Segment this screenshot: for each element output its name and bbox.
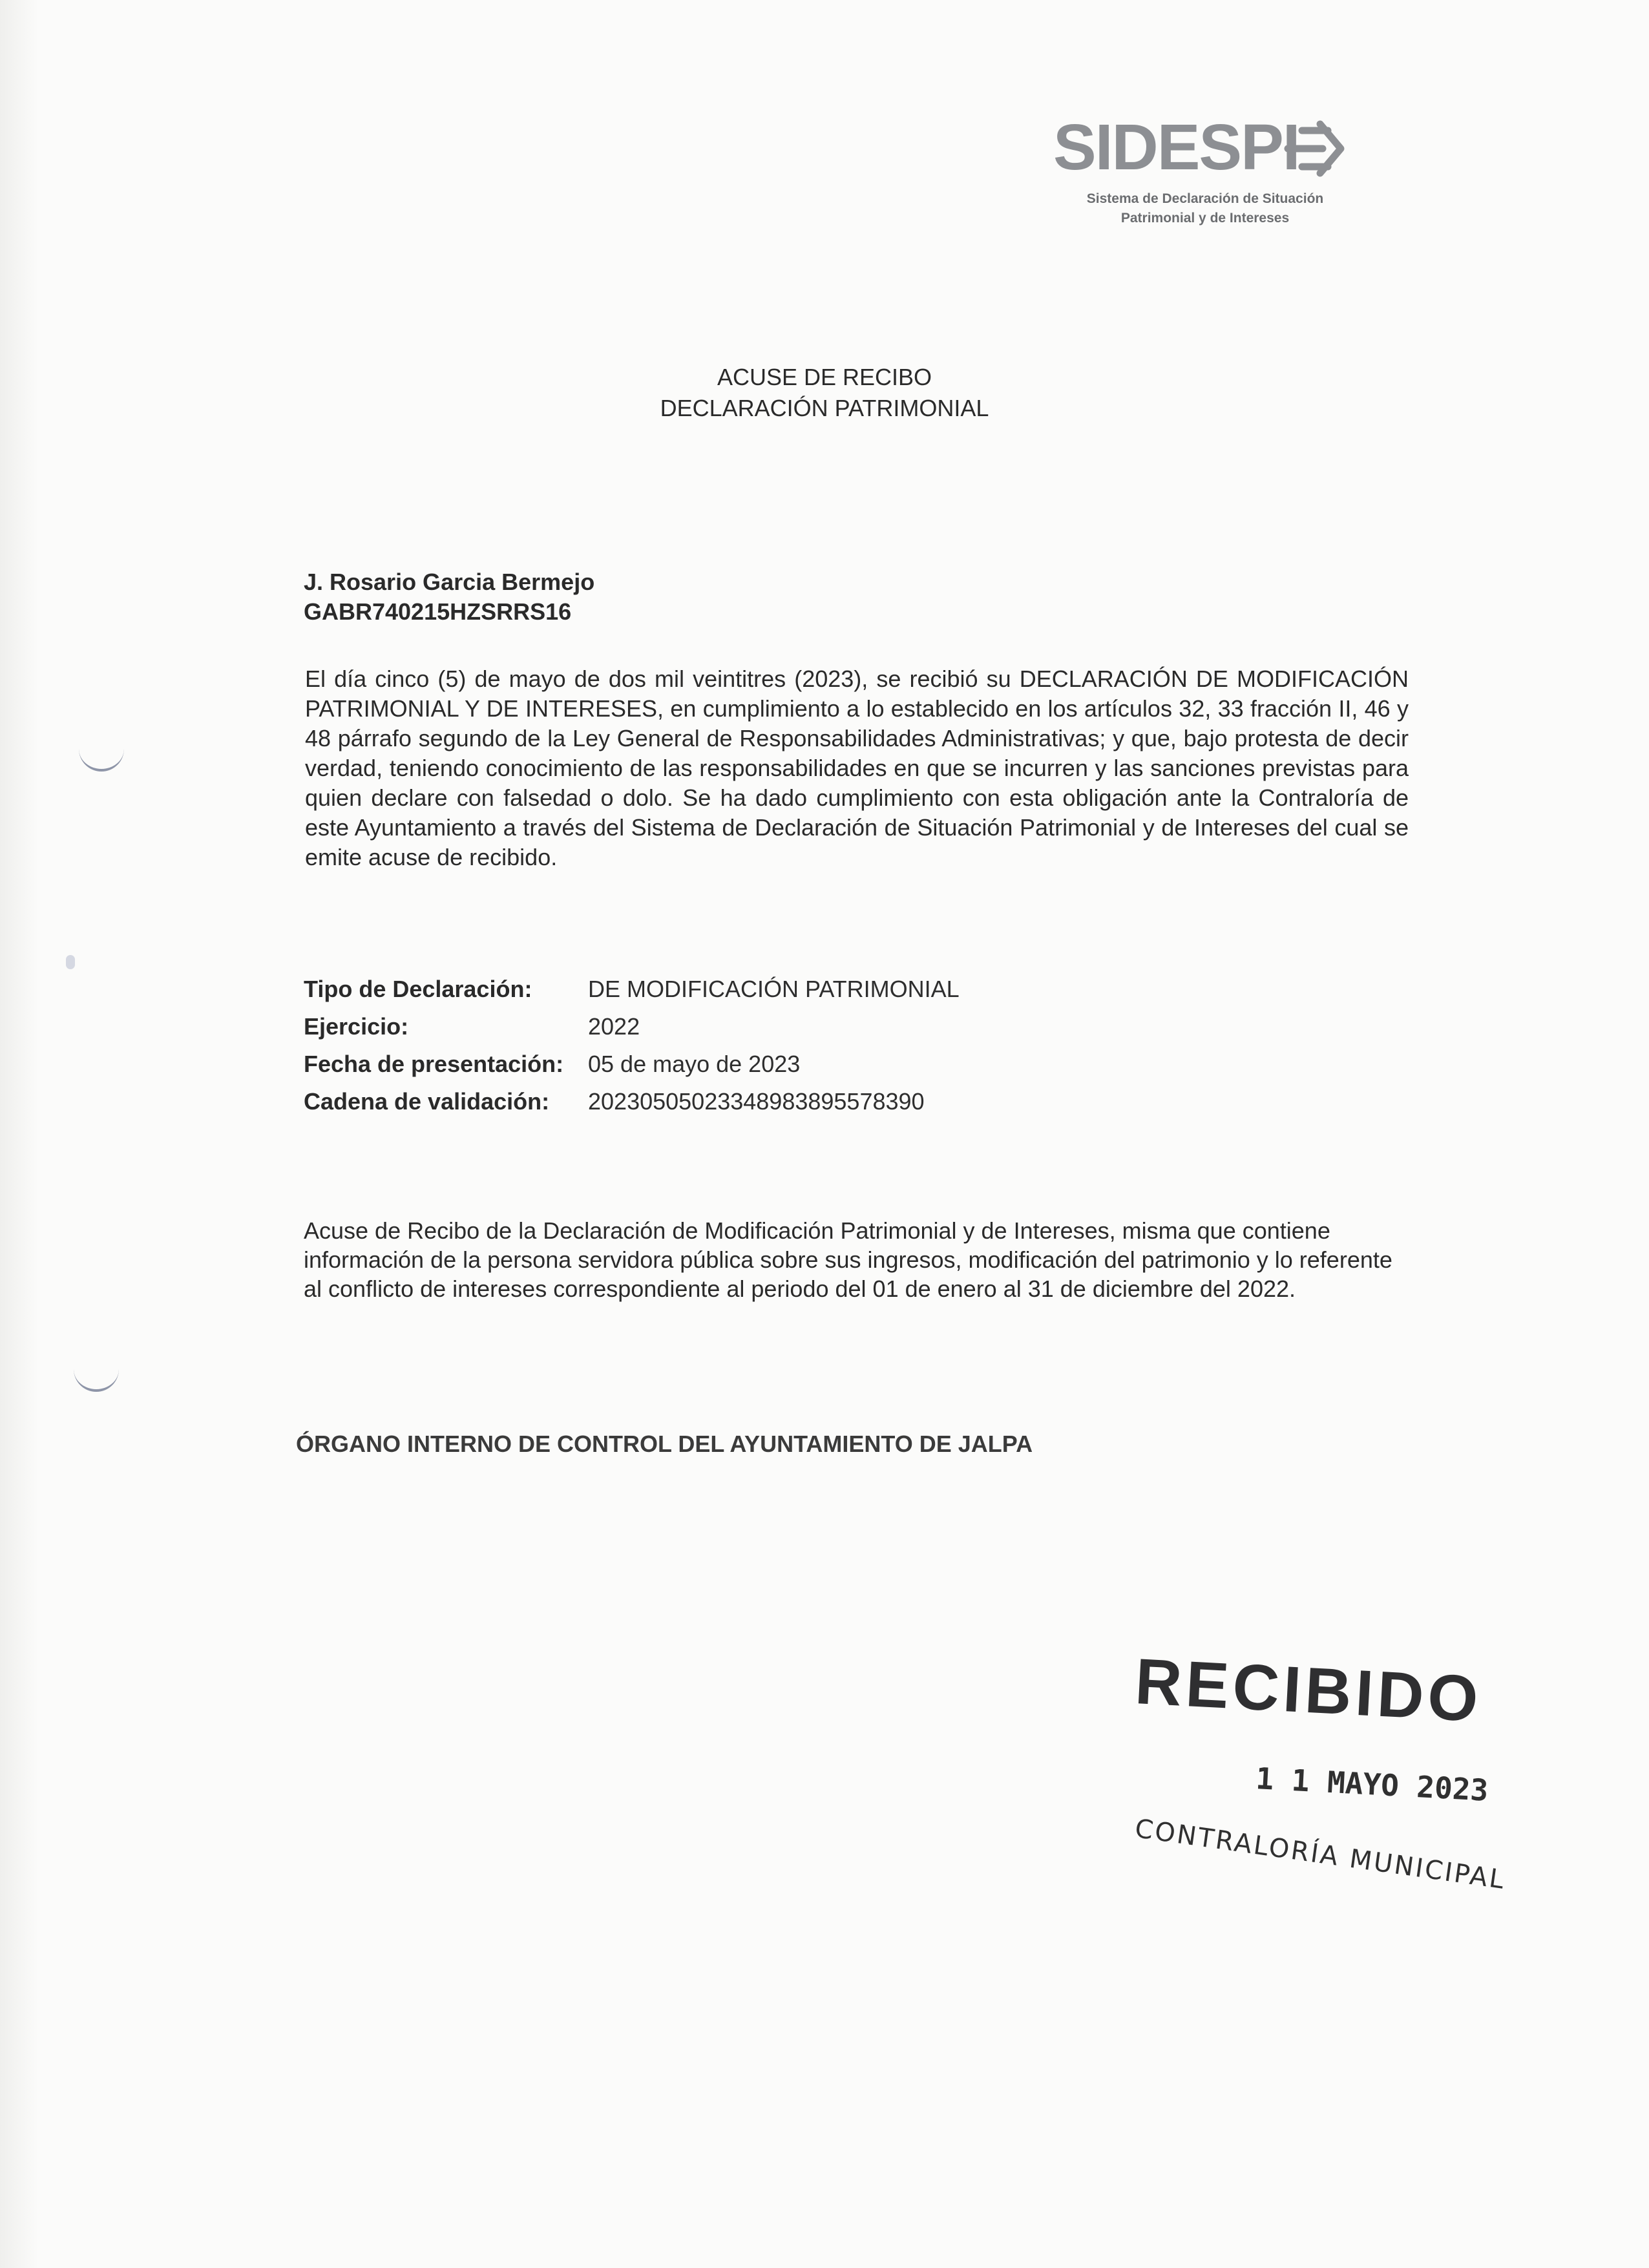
detail-value: DE MODIFICACIÓN PATRIMONIAL (588, 976, 960, 1002)
declarant-name: J. Rosario Garcia Bermejo (304, 569, 595, 595)
acknowledgement-paragraph: El día cinco (5) de mayo de dos mil veintitres (2023), se recibió su DECLARACIÓN DE MODIFICACIÓN PATRIMONIAL Y DE INTERESES, en cumplimiento a lo establecido en los artículos 32, 33 fracción II, 46 y 48 párrafo segundo de la Ley General de Responsabilidades Administrativas; y que, bajo protesta de decir verdad, teniendo conocimiento de las responsabilidades en que se incurren y las sanciones previstas para quien declare con falsedad o dolo. Se ha dado cumplimiento con esta obligación ante la Contraloría de este Ayuntamiento a través del Sistema de Declaración de Situación Patrimonial y de Intereses del cual se emite acuse de recibido. (305, 666, 1409, 870)
detail-row-exercise (304, 1008, 960, 1045)
heading-line2: DECLARACIÓN PATRIMONIAL (660, 395, 989, 421)
stamp-office: CONTRALORÍA MUNICIPAL (1133, 1814, 1508, 1896)
punch-hole-mark (74, 1363, 119, 1392)
detail-row-validation (304, 1083, 960, 1120)
detail-label: Ejercicio: (304, 1013, 409, 1040)
declaration-details (304, 971, 960, 1120)
declarant-block (304, 567, 594, 627)
received-stamp (1133, 1644, 1538, 1896)
detail-value: 20230505023348983895578390 (588, 1088, 925, 1115)
logo-subtitle-line2: Patrimonial y de Intereses (1120, 211, 1290, 226)
logo-subtitle-line1: Sistema de Declaración de Situación (1086, 191, 1324, 206)
detail-label: Fecha de presentación: (304, 1051, 564, 1077)
detail-row-date (304, 1045, 960, 1083)
scan-speck (66, 955, 75, 969)
logo-subtitle (1053, 189, 1357, 228)
declarant-id: GABR740215HZSRRS16 (304, 598, 572, 625)
heading-line1: ACUSE DE RECIBO (717, 364, 932, 390)
document-heading (0, 362, 1649, 424)
detail-label: Tipo de Declaración: (304, 976, 532, 1002)
logo-arrow-icon (1283, 116, 1347, 181)
logo-wordmark: SIDESPI (1053, 111, 1299, 184)
punch-hole-mark (79, 743, 124, 772)
stamp-title: RECIBIDO (1133, 1644, 1484, 1736)
scan-edge-shadow (0, 0, 39, 2268)
sidespi-logo (1053, 111, 1357, 238)
detail-value: 05 de mayo de 2023 (588, 1051, 801, 1077)
detail-label: Cadena de validación: (304, 1088, 550, 1115)
receipt-scope-paragraph: Acuse de Recibo de la Declaración de Modificación Patrimonial y de Intereses, misma que contiene información de la persona servidora pública sobre sus ingresos, modificación del patrimonio y lo referente al conflicto de intereses correspondiente al periodo del 01 de enero al 31 de diciembre del 2022. (304, 1217, 1392, 1302)
stamp-date: 1 1 MAYO 2023 (1255, 1761, 1489, 1808)
detail-row-type (304, 971, 960, 1008)
detail-value: 2022 (588, 1013, 640, 1040)
issuing-organ: ÓRGANO INTERNO DE CONTROL DEL AYUNTAMIENTO DE JALPA (296, 1431, 1033, 1457)
